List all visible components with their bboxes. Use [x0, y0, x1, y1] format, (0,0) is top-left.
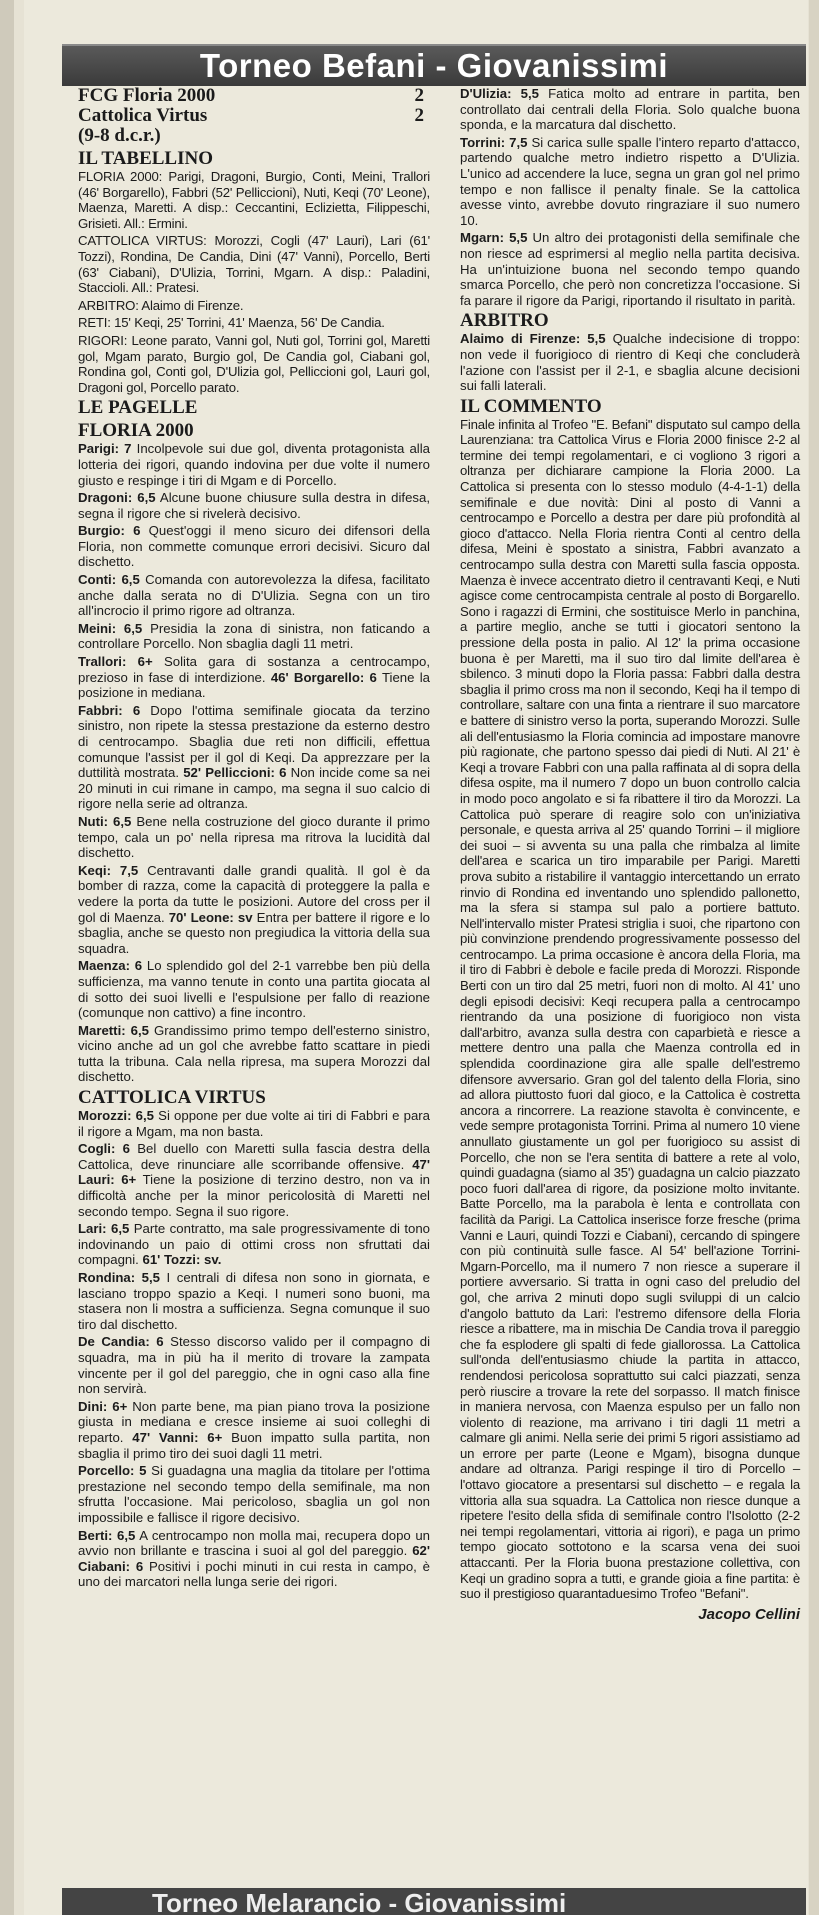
home-team-line [78, 86, 430, 106]
player-name-grade: Fabbri: 6 [78, 702, 141, 718]
player-name-grade: Maretti: 6,5 [78, 1022, 149, 1038]
away-team: Cattolica Virtus [78, 105, 208, 126]
player-rating [78, 1023, 430, 1085]
player-name-grade: 47' Lauri: 6+ [78, 1156, 430, 1188]
player-comment: Quest'oggi il meno sicuro dei difensori della Floria, non commette comunque errori decisivi. Sicuro dal dischetto. [78, 523, 430, 570]
player-comment: I centrali di difesa non sono in giornata, e lasciano troppo spazio a Keqi. I numeri sono buoni, ma stasera non li mostra a sufficienza. Segna comunque il suo tiro dal dischetto. [78, 1270, 430, 1332]
player-name-grade: Morozzi: 6,5 [78, 1108, 154, 1124]
player-name-grade: Porcello: 5 [78, 1463, 147, 1479]
player-rating [78, 1463, 430, 1525]
player-rating [78, 814, 430, 861]
player-name-grade: Berti: 6,5 [78, 1527, 136, 1543]
player-comment: Alcune buone chiusure sulla destra in difesa, segna il rigore che si rivelerà decisivo. [78, 490, 430, 521]
section-banner: Torneo Befani - Giovanissimi [62, 44, 806, 86]
player-rating [78, 1528, 430, 1590]
player-comment: Comanda con autorevolezza la difesa, facilitato anche dalla serata no di D'Ulizia. Segna con un tiro all'incrocio il primo rigore ad oltranza. [78, 572, 431, 619]
player-rating [78, 490, 430, 521]
player-name-grade: 62' Ciabani: 6 [78, 1543, 430, 1574]
player-comment: Fatica molto ad entrare in partita, ben controllato dai centrali della Floria. Solo qualche buona sponda, e la marcatura dal dischetto. [460, 86, 800, 133]
player-comment: Tiene la posizione in mediana. [78, 669, 431, 701]
player-comment: Non parte bene, ma pian piano trova la posizione giusta in mediana e cresce insieme ai suoi colleghi di reparto. [78, 1398, 431, 1445]
player-name-grade: 61' Tozzi: sv. [142, 1252, 222, 1268]
player-comment: Tiene la posizione di terzino destro, non va in difficoltà anche per la minor pericolosità di Maretti nel secondo tempo. Segna il suo rigore. [78, 1172, 430, 1219]
player-name-grade: Dini: 6+ [78, 1398, 128, 1414]
arbitro-line: ARBITRO: Alaimo di Firenze. [78, 297, 244, 313]
player-rating [78, 863, 430, 957]
player-rating [78, 523, 430, 570]
player-comment: Grandissimo primo tempo dell'esterno sinistro, vicino anche ad un gol che avrebbe fatto scattare in piedi tutta la tribuna. Cala nella ripresa, ma supera Morozzi dal dischetto. [78, 1022, 431, 1085]
player-comment: Non incide come sa nei 20 minuti in cui rimane in campo, ma segna il suo calcio di rigore nella serie ad oltranza. [78, 765, 431, 812]
floria-lineup: FLORIA 2000: Parigi, Dragoni, Burgio, Conti, Meini, Trallori (46' Borgarello), Fabbri (52' Pelliccioni), Nuti, Keqi (70' Leone), Maenza, Maretti. A disp.: Ceccantini, Eclizietta, Filippeschi, Grisieti. All.: Ermini. [78, 169, 430, 231]
player-rating [78, 1108, 430, 1139]
commento-heading: IL COMMENTO [460, 395, 602, 417]
player-comment: Parte contratto, ma sale progressivamente di tono indovinando un paio di ottimi cross non sfruttati dai compagni. [78, 1221, 430, 1268]
floria-ratings [78, 441, 430, 1085]
away-score: 2 [414, 105, 424, 126]
player-rating [78, 703, 430, 812]
player-rating [78, 621, 430, 652]
result-note: (9-8 d.c.r.) [78, 125, 161, 146]
right-column [460, 86, 800, 1623]
player-name-grade: De Candia: 6 [78, 1334, 164, 1350]
player-name-grade: Keqi: 7,5 [78, 862, 139, 878]
player-comment: Dopo l'ottima semifinale giocata da terzino sinistro, non ripete la stessa prestazione da esterno destro di centrocampo. Sbaglia due reti non difficili, effettua comunque l'assist per il gol di Keqi. Da apprezzare per la duttilità mostrata. [78, 702, 431, 781]
player-comment: Un altro dei protagonisti della semifinale che non riesce ad esprimersi al meglio nella partita decisiva. Ha un'intuizione buona nel secondo tempo quando smarca Porcello, che però non concretizza l'occasione. Si fa parare il rigore da Parigi, riportando il risultato in parità. [460, 230, 800, 308]
player-comment: A centrocampo non molla mai, recupera dopo un avvio non brillante e trascina i suoi al gol del pareggio. [78, 1527, 430, 1559]
player-name-grade: Parigi: 7 [78, 441, 132, 457]
player-comment: Stesso discorso valido per il compagno di squadra, ma in più ha il merito di trovare la zampata vincente per il gol del pareggio, che in ogni caso alla fine non servirà. [78, 1334, 430, 1397]
cattolica-ratings-continued [460, 86, 800, 308]
page-edge-right [809, 0, 819, 1915]
author-signature: Jacopo Cellini [698, 1605, 800, 1623]
player-comment: Lo splendido gol del 2-1 varrebbe ben più della sufficienza, ma vanno tenute in conto una partita giocata al di sotto dei suoi livelli e l'espulsione per fallo di reazione (comunque non cattivo) a fine incontro. [78, 958, 430, 1021]
player-rating [78, 1141, 430, 1219]
player-comment: Si oppone per due volte ai tiri di Fabbri e para il rigore a Mgam, ma non basta. [78, 1108, 431, 1139]
cattolica-lineup: CATTOLICA VIRTUS: Morozzi, Cogli (47' Lauri), Lari (61' Tozzi), Rondina, De Candia, Dini (47' Vanni), Porcello, Berti (63' Ciabani), D'Ulizia, Torrini, Mgarn. A disp.: Paladini, Staccioli. All.: Pratesi. [78, 233, 430, 296]
player-comment: Positivi i pochi minuti in cui resta in campo, è uno dei marcatori nella lunga serie dei rigori. [78, 1558, 430, 1590]
player-rating [460, 230, 800, 308]
player-name-grade: Rondina: 5,5 [78, 1270, 161, 1285]
player-comment: Si carica sulle spalle l'intero reparto d'attacco, partendo qualche metro indietro rispetto a D'Ulizia. L'unico ad accendere la luce, segna un gran gol nel primo tempo e non fallisce il penalty finale. Se la cattolica avesse vinto, avrebbe dovuto ringraziare il suo numero 10. [460, 134, 800, 228]
pagelle-heading: LE PAGELLE [78, 397, 198, 419]
player-comment: Solita gara di sostanza a centrocampo, prezioso in fase di interdizione. [78, 654, 430, 685]
player-name-grade: 70' Leone: sv [168, 909, 253, 925]
cattolica-heading: CATTOLICA VIRTUS [78, 1087, 266, 1109]
player-comment: Si guadagna una maglia da titolare per l'ottima prestazione nel secondo tempo della semifinale, ma non sfrutta l'occasione. Mai pericoloso, sbaglia un gol non impossibile e fallisce il rigore decisivo. [78, 1463, 430, 1525]
player-name-grade: D'Ulizia: 5,5 [460, 86, 539, 101]
arbitro-rating: Alaimo di Firenze: 5,5 Qualche indecisione di troppo: non vede il fuorigioco di rientro di Keqi che concluderà l'azione con l'assist per il 2-1, e sbaglia alcune decisioni sui falli laterali. [460, 331, 800, 394]
player-rating [78, 958, 430, 1020]
player-rating [78, 1270, 430, 1332]
player-name-grade: Meini: 6,5 [78, 620, 143, 636]
player-rating [460, 86, 800, 133]
player-name-grade: 46' Borgarello: 6 [270, 669, 377, 685]
player-name-grade: 52' Pelliccioni: 6 [183, 765, 287, 781]
player-rating [460, 135, 800, 229]
cattolica-ratings [78, 1108, 430, 1590]
player-name-grade: Maenza: 6 [78, 958, 143, 974]
left-column [78, 86, 430, 1592]
player-rating [78, 1221, 430, 1268]
player-rating [78, 654, 430, 701]
player-comment: Bel duello con Maretti sulla fascia destra della Cattolica, deve rinunciare alle scorribande offensive. [78, 1141, 430, 1172]
player-comment: Incolpevole sui due gol, diventa protagonista alla lotteria dei rigori, quando indovina per due volte il numero giusto e respinge i tiri di Mgam e di Porcello. [78, 441, 430, 488]
player-name-grade: Cogli: 6 [78, 1141, 130, 1157]
next-section-banner: Torneo Melarancio - Giovanissimi [62, 1888, 806, 1915]
player-name-grade: Lari: 6,5 [78, 1221, 130, 1237]
reti-line: RETI: 15' Keqi, 25' Torrini, 41' Maenza, 56' De Candia. [78, 315, 385, 331]
player-rating [78, 1334, 430, 1396]
player-rating [78, 572, 430, 619]
player-name-grade: 47' Vanni: 6+ [132, 1429, 223, 1445]
player-comment: Centravanti dalle grandi qualità. Il gol è da bomber di razza, come la capacità di proteggere la palla e vedere la porta da tutte le posizioni. Autore del cross per il gol di Maenza. [78, 862, 430, 925]
player-comment: Bene nella costruzione del gioco durante il primo tempo, cala un po' nella ripresa ma ritrova la lucidità dal dischetto. [78, 813, 430, 861]
home-team: FCG Floria 2000 [78, 85, 216, 106]
player-rating [78, 1399, 430, 1461]
player-comment: Presidia la zona di sinistra, non faticando a controllare Porcello. Non sbaglia dagli 11 metri. [78, 620, 431, 652]
player-rating [78, 441, 430, 488]
tabellino-heading: IL TABELLINO [78, 148, 213, 169]
player-name-grade: Burgio: 6 [78, 523, 141, 539]
away-team-line [78, 106, 430, 126]
player-name-grade: Torrini: 7,5 [460, 134, 528, 150]
rigori-line: RIGORI: Leone parato, Vanni gol, Nuti gol, Torrini gol, Maretti gol, Mgam parato, Burgio gol, De Candia gol, Ciabani gol, Rondina gol, Conti gol, D'Ulizia gol, Pelliccioni gol, Lauri gol, Dragoni gol, Porcello parato. [78, 332, 430, 395]
page-edge-left [0, 0, 14, 1915]
player-name-grade: Trallori: 6+ [78, 654, 153, 670]
player-name-grade: Mgarn: 5,5 [460, 230, 528, 246]
player-name-grade: Conti: 6,5 [78, 572, 140, 588]
player-comment: Buon impatto sulla partita, non sbaglia il primo tiro dei suoi dagli 11 metri. [78, 1429, 430, 1461]
home-score: 2 [414, 85, 424, 106]
arbitro-heading: ARBITRO [460, 310, 549, 332]
player-name-grade: Dragoni: 6,5 [78, 490, 156, 506]
player-comment: Entra per battere il rigore e lo sbaglia, anche se questo non pregiudica la vittoria della sua squadra. [78, 909, 430, 956]
floria-heading: FLORIA 2000 [78, 420, 194, 442]
commento-text: Finale infinita al Trofeo "E. Befani" disputato sul campo della Laurenziana: tra Cattolica Virus e Floria 2000 finisce 2-2 al termine dei tempi regolamentari, e ci vogliono 3 rigori a oltranza per dichiarare campione la Floria 2000. La Cattolica si presenta con lo stesso modulo (4-4-1-1) della semifinale e due novità: Dini al posto di Vanni a centrocampo e Porcello a destra per dare più profondità al gioco d'attacco. Nella Floria rientra Conti al centro della difesa, Meini è spostato a sinistra, Fabbri avanzato a centrocampo sulla destra con Maretti sulla fascia opposta. Maenza è invece accentrato dietro il centravanti Keqi, e Nuti agisce come centrocampista centrale al posto di Borgarello. Sono i ragazzi di Ermini, che sostituisce Merlo in panchina, a partire meglio, anche se tutti i giocatori sentono la pressione della posta in palio. Al 12' la prima occasione buona è per Maretti, ma il suo tiro dal limite dell'area è sbilenco. 3 minuti dopo la Floria passa: Fabbri dalla destra sbaglia il primo cross ma non il secondo, Keqi ha il tempo di controllare, saltare con una finta a rientrare il suo marcatore e battere di sinistro verso la porta, superando Morozzi. Sulle ali dell'entusiasmo la Floria comincia ad impostare manovre più ragionate, che partono spesso dai piedi di Nuti. Al 21' è Keqi a trovare Fabbri con una palla raffinata al di sopra della difesa ospite, ma il numero 7 dopo un buon controllo calcia in modo poco angolato e si fa ribattere il tiro da Morozzi. La Cattolica può sperare di reagire solo con un'iniziativa personale, e questa arriva al 25' quando Torrini – il migliore dei suoi – si avventa su una palla che rimbalza al limite dell'area e scarica un tiro imparabile per Parigi. Maretti prova subito a ristabilire il vantaggio intercettando un errato rinvio di Rondina ed inventando uno splendido pallonetto, ma la sfera si stampa sul palo a portiere battuto. Nell'intervallo mister Pratesi striglia i suoi, che ripartono con più convinzione prendendo progressivamente possesso del centrocampo. La prima occasione è ancora della Floria, ma il tiro di Fabbri è debole e facile preda di Morozzi. Risponde Berti con un tiro dal 25 metri, fuori non di molto. Al 41' uno degli episodi decisivi: Keqi recupera palla a centrocampo rientrando da una posizione di fuorigioco non vista dall'arbitro, avanza sulla destra con caparbietà e riesce a mettere dentro una palla che Maenza controlla ed in splendida coordinazione gira alle spalle dell'estremo difensore avversario. Gran gol del talento della Floria, sino ad allora piuttosto fuori dal gioco, e la Cattolica è costretta ancora a rincorrere. La reazione stavolta è convincente, e vede sempre protagonista Torrini. Prima al numero 10 viene annullato giustamente un gol per fuorigioco su assist di Porcello, che non se l'era sentita di battere a rete al volo, quindi guadagna (siamo al 35') guadagna un calcio piazzato poco fuori dall'area di rigore, da posizione molto invitante. Batte Porcello, ma la parabola è lenta e controllata con facilità da Parigi. La Cattolica inserisce forze fresche (prima Vanni e Lauri, quindi Tozzi e Ciabani), cercando di spingere con più continuità sulle fasce. Al 54' bell'azione Torrini-Mgarn-Porcello, ma il numero 7 non riesce a superare il portiere avversario. Si tratta in ogni caso del preludio del gol, che arriva 2 minuti dopo sugli sviluppi di un calcio d'angolo battuto da Lari: l'estremo difensore della Floria riesce a ribattere, ma in mischia De Candia trova il pareggio che fa esplodere gli spalti di fede giallorossa. La Cattolica sull'onda dell'entusiasmo chiude la partita in attacco, rendendosi pericolosa soprattutto sui calci piazzati, senza però riuscire a trovare la rete del sorpasso. Il match finisce in maniera nervosa, con Maenza espulso per un fallo non violento di reazione, ma arrivano i tiri dagli 11 metri a calmare gli animi. Nella serie dei primi 5 rigori assistiamo ad un errore per parte (Leone e Mgam), bisogna dunque andare ad oltranza. Parigi respinge il tiro di Porcello – l'ottavo giocatore a presentarsi sul dischetto – e regala la vittoria alla sua squadra. La Cattolica non riesce dunque a ripetere l'esito della sfida di semifinale contro l'Isolotto (2-2 nei tempi regolamentari, vittoria ai rigori), e paga un primo tempo giocato sottotono e la scarsa vena dei suoi attaccanti. Per la Floria buona prestazione collettiva, con Keqi un gradino sopra a tutti, e grande gioia a fine partita: è suo il prestigioso quarantaduesimo Trofeo "Befani". [460, 416, 800, 1602]
player-name-grade: Nuti: 6,5 [78, 813, 132, 829]
